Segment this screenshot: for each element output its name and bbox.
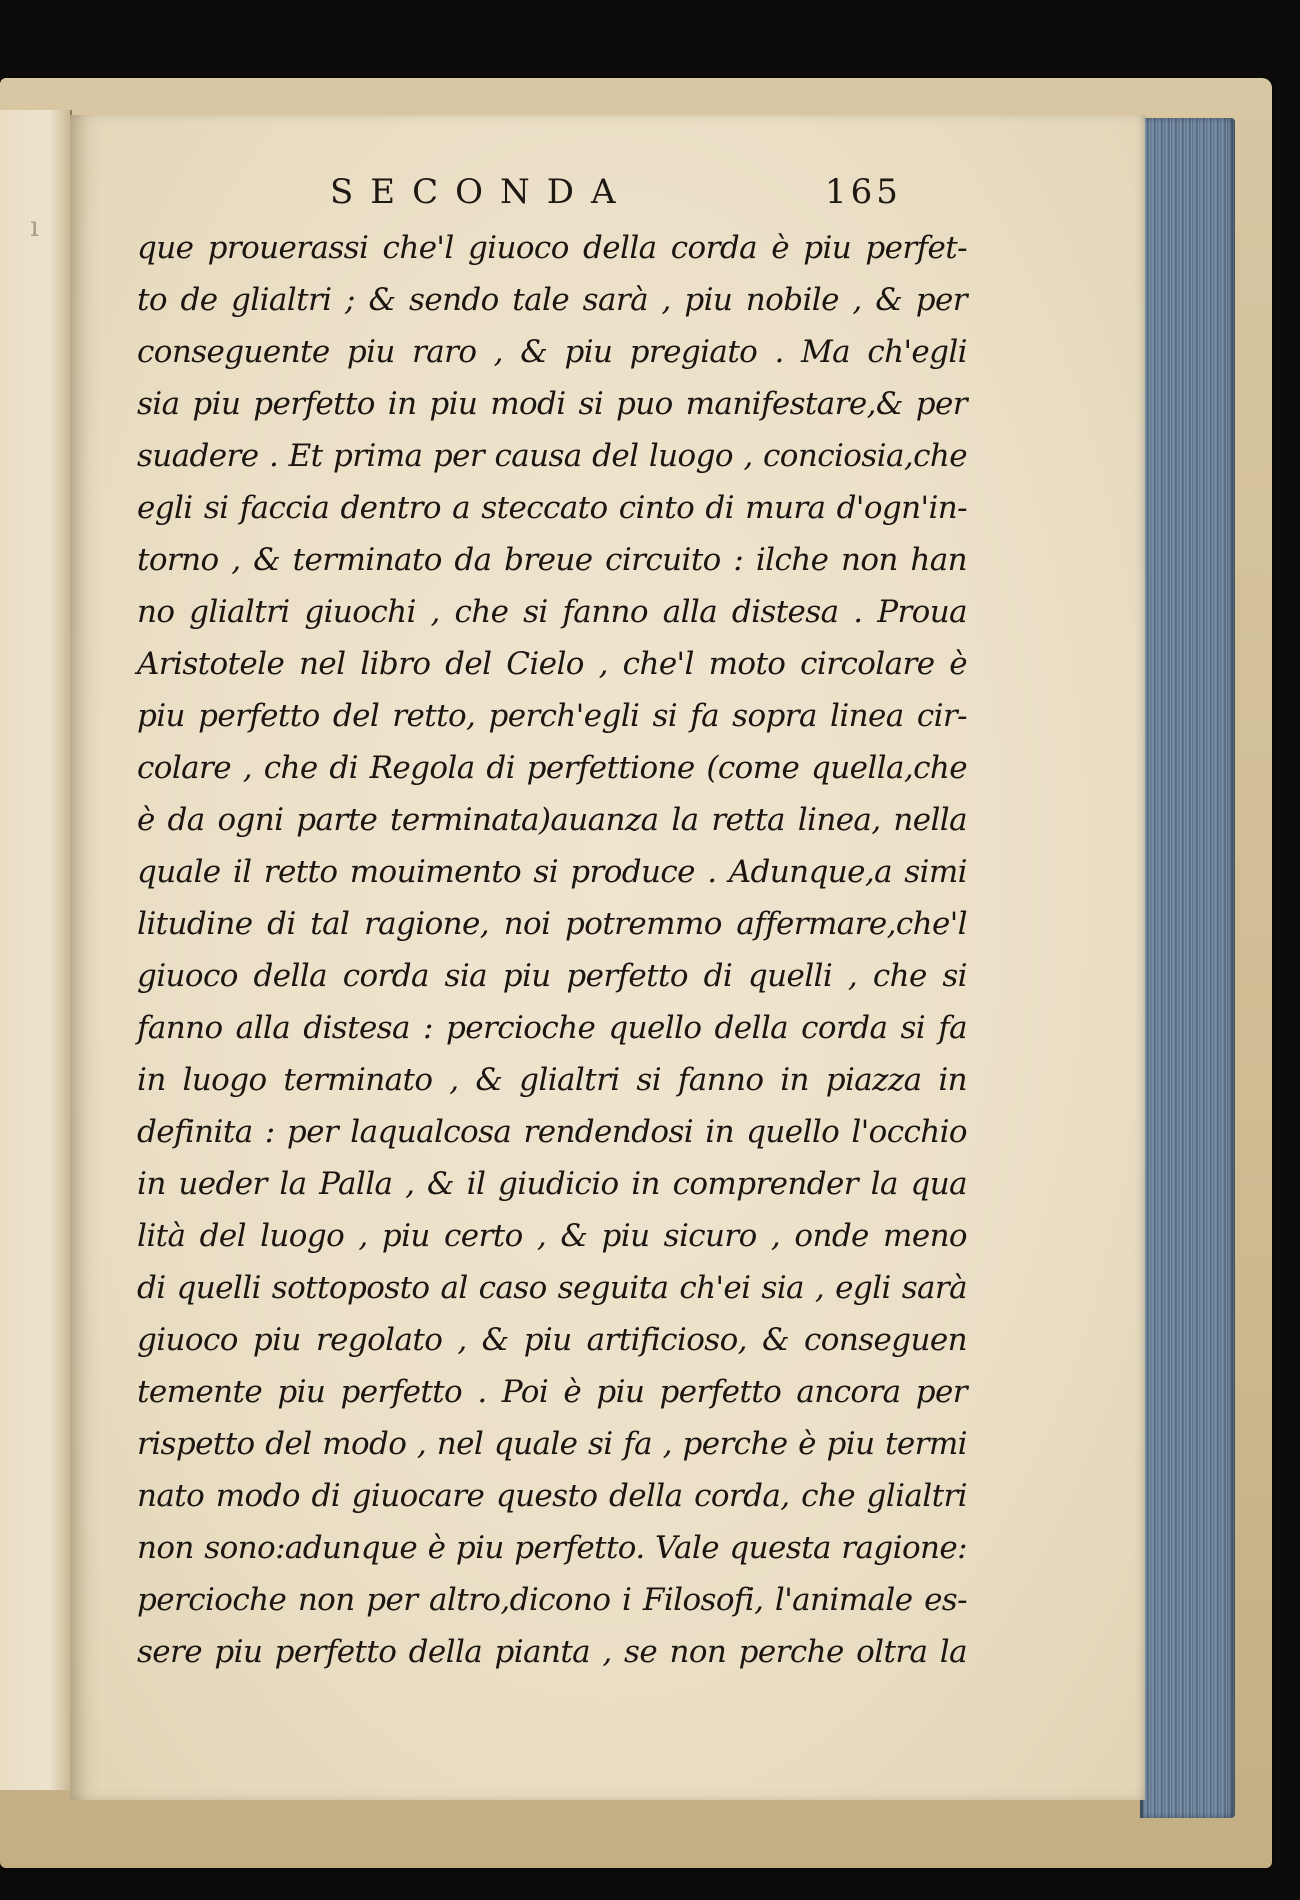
text-line: litudine di tal ragione, noi potremmo affermare,che'l xyxy=(137,906,967,942)
text-line: nato modo di giuocare questo della corda, che glialtri xyxy=(137,1478,967,1514)
text-line: torno , & terminato da breue circuito : ilche non han xyxy=(137,542,967,578)
text-line: giuoco della corda sia piu perfetto di quelli , che si xyxy=(137,958,967,994)
page-header xyxy=(330,172,930,216)
text-line: quale il retto mouimento si produce . Adunque,a simi xyxy=(137,854,967,890)
text-line: sere piu perfetto della pianta , se non perche oltra la xyxy=(137,1634,967,1670)
text-line: to de glialtri ; & sendo tale sarà , piu nobile , & per xyxy=(137,282,967,318)
text-line: rispetto del modo , nel quale si fa , perche è piu termi xyxy=(137,1426,967,1462)
bleed-through-mark: ı xyxy=(30,210,39,243)
page-stack-edge xyxy=(1140,118,1235,1818)
text-line: in ueder la Palla , & il giudicio in comprender la qua xyxy=(137,1166,967,1202)
text-line: di quelli sottoposto al caso seguita ch'ei sia , egli sarà xyxy=(137,1270,967,1306)
text-line: temente piu perfetto . Poi è piu perfetto ancora per xyxy=(137,1374,967,1410)
text-line: è da ogni parte terminata)auanza la retta linea, nella xyxy=(137,802,967,838)
text-line: piu perfetto del retto, perch'egli si fa sopra linea cir- xyxy=(137,698,967,734)
text-line: egli si faccia dentro a steccato cinto di mura d'ogn'in- xyxy=(137,490,967,526)
running-head: SECONDA xyxy=(330,172,633,212)
page-number: 165 xyxy=(825,172,902,212)
body-text xyxy=(137,222,967,1678)
text-line: lità del luogo , piu certo , & piu sicuro , onde meno xyxy=(137,1218,967,1254)
text-line: conseguente piu raro , & piu pregiato . Ma ch'egli xyxy=(137,334,967,370)
text-line: colare , che di Regola di perfettione (come quella,che xyxy=(137,750,967,786)
text-line: no glialtri giuochi , che si fanno alla distesa . Proua xyxy=(137,594,967,630)
previous-page-edge xyxy=(0,110,72,1790)
text-line: Aristotele nel libro del Cielo , che'l moto circolare è xyxy=(137,646,967,682)
text-line: sia piu perfetto in piu modi si puo manifestare,& per xyxy=(137,386,967,422)
text-line: non sono:adunque è piu perfetto. Vale questa ragione: xyxy=(137,1530,967,1566)
text-line: in luogo terminato , & glialtri si fanno in piazza in xyxy=(137,1062,967,1098)
text-line: definita : per laqualcosa rendendosi in quello l'occhio xyxy=(137,1114,967,1150)
text-line: giuoco piu regolato , & piu artificioso, & conseguen xyxy=(137,1322,967,1358)
text-line: que prouerassi che'l giuoco della corda è piu perfet- xyxy=(137,230,967,266)
text-line: fanno alla distesa : percioche quello della corda si fa xyxy=(137,1010,967,1046)
text-line: suadere . Et prima per causa del luogo , conciosia,che xyxy=(137,438,967,474)
text-line: percioche non per altro,dicono i Filosofi, l'animale es- xyxy=(137,1582,967,1618)
